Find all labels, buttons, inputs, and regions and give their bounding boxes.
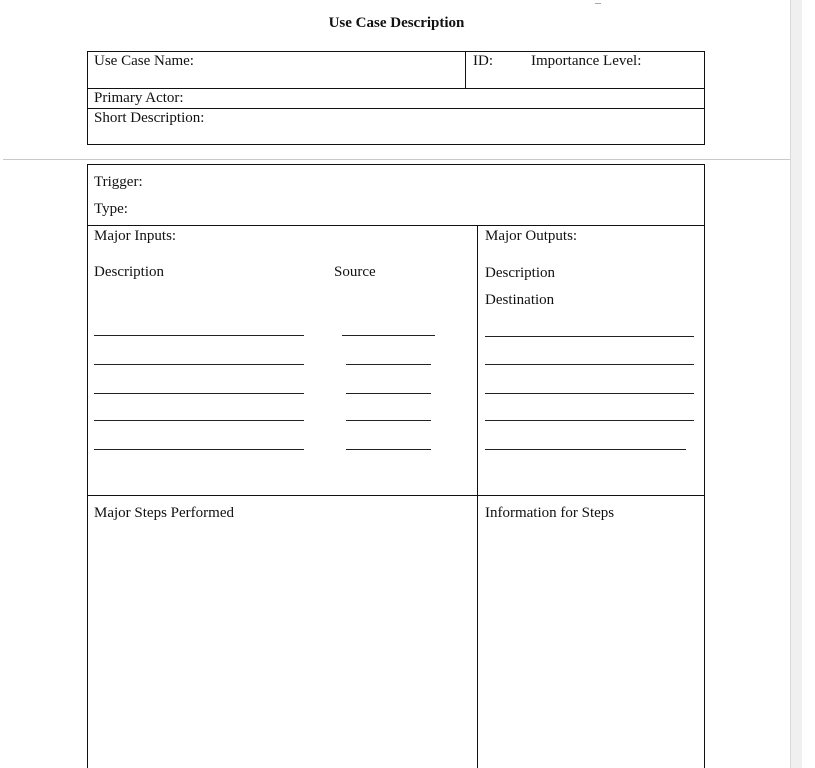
input-source-blank[interactable] [346,393,431,394]
page-title: Use Case Description [328,15,465,31]
trigger-row-divider [87,225,705,226]
input-source-blank[interactable] [346,449,431,450]
major-steps-label[interactable]: Major Steps Performed [94,505,234,521]
input-description-blank[interactable] [94,364,304,365]
output-blank[interactable] [485,364,694,365]
header-divider [465,51,466,88]
outputs-description-label: Description [485,265,555,281]
inputs-description-label: Description [94,264,164,280]
output-blank[interactable] [485,336,694,337]
trigger-label[interactable]: Trigger: [94,174,143,190]
output-blank[interactable] [485,393,694,394]
primary-actor-label[interactable]: Primary Actor: [94,90,184,106]
cursor-mark [595,0,601,4]
major-inputs-heading: Major Inputs: [94,228,177,244]
input-description-blank[interactable] [94,393,304,394]
outputs-destination-label: Destination [485,292,555,308]
importance-level-label[interactable]: Importance Level: [531,53,642,69]
output-blank[interactable] [485,420,694,421]
column-divider [477,225,478,768]
header-row-divider-2 [87,108,705,109]
input-description-blank[interactable] [94,335,304,336]
input-source-blank[interactable] [342,335,435,336]
vertical-scrollbar[interactable] [790,0,802,768]
input-description-blank[interactable] [94,420,304,421]
steps-row-divider [87,495,705,496]
header-row-divider-1 [87,88,705,89]
major-outputs-heading: Major Outputs: [485,228,578,244]
id-label[interactable]: ID: [473,53,493,69]
input-source-blank[interactable] [346,420,431,421]
use-case-name-label[interactable]: Use Case Name: [94,53,194,69]
inputs-source-label: Source [334,264,376,280]
output-blank[interactable] [485,449,686,450]
short-description-label[interactable]: Short Description: [94,110,205,126]
input-source-blank[interactable] [346,364,431,365]
main-table [87,164,705,768]
type-label[interactable]: Type: [94,201,128,217]
information-for-steps-label[interactable]: Information for Steps [485,505,615,521]
input-description-blank[interactable] [94,449,304,450]
